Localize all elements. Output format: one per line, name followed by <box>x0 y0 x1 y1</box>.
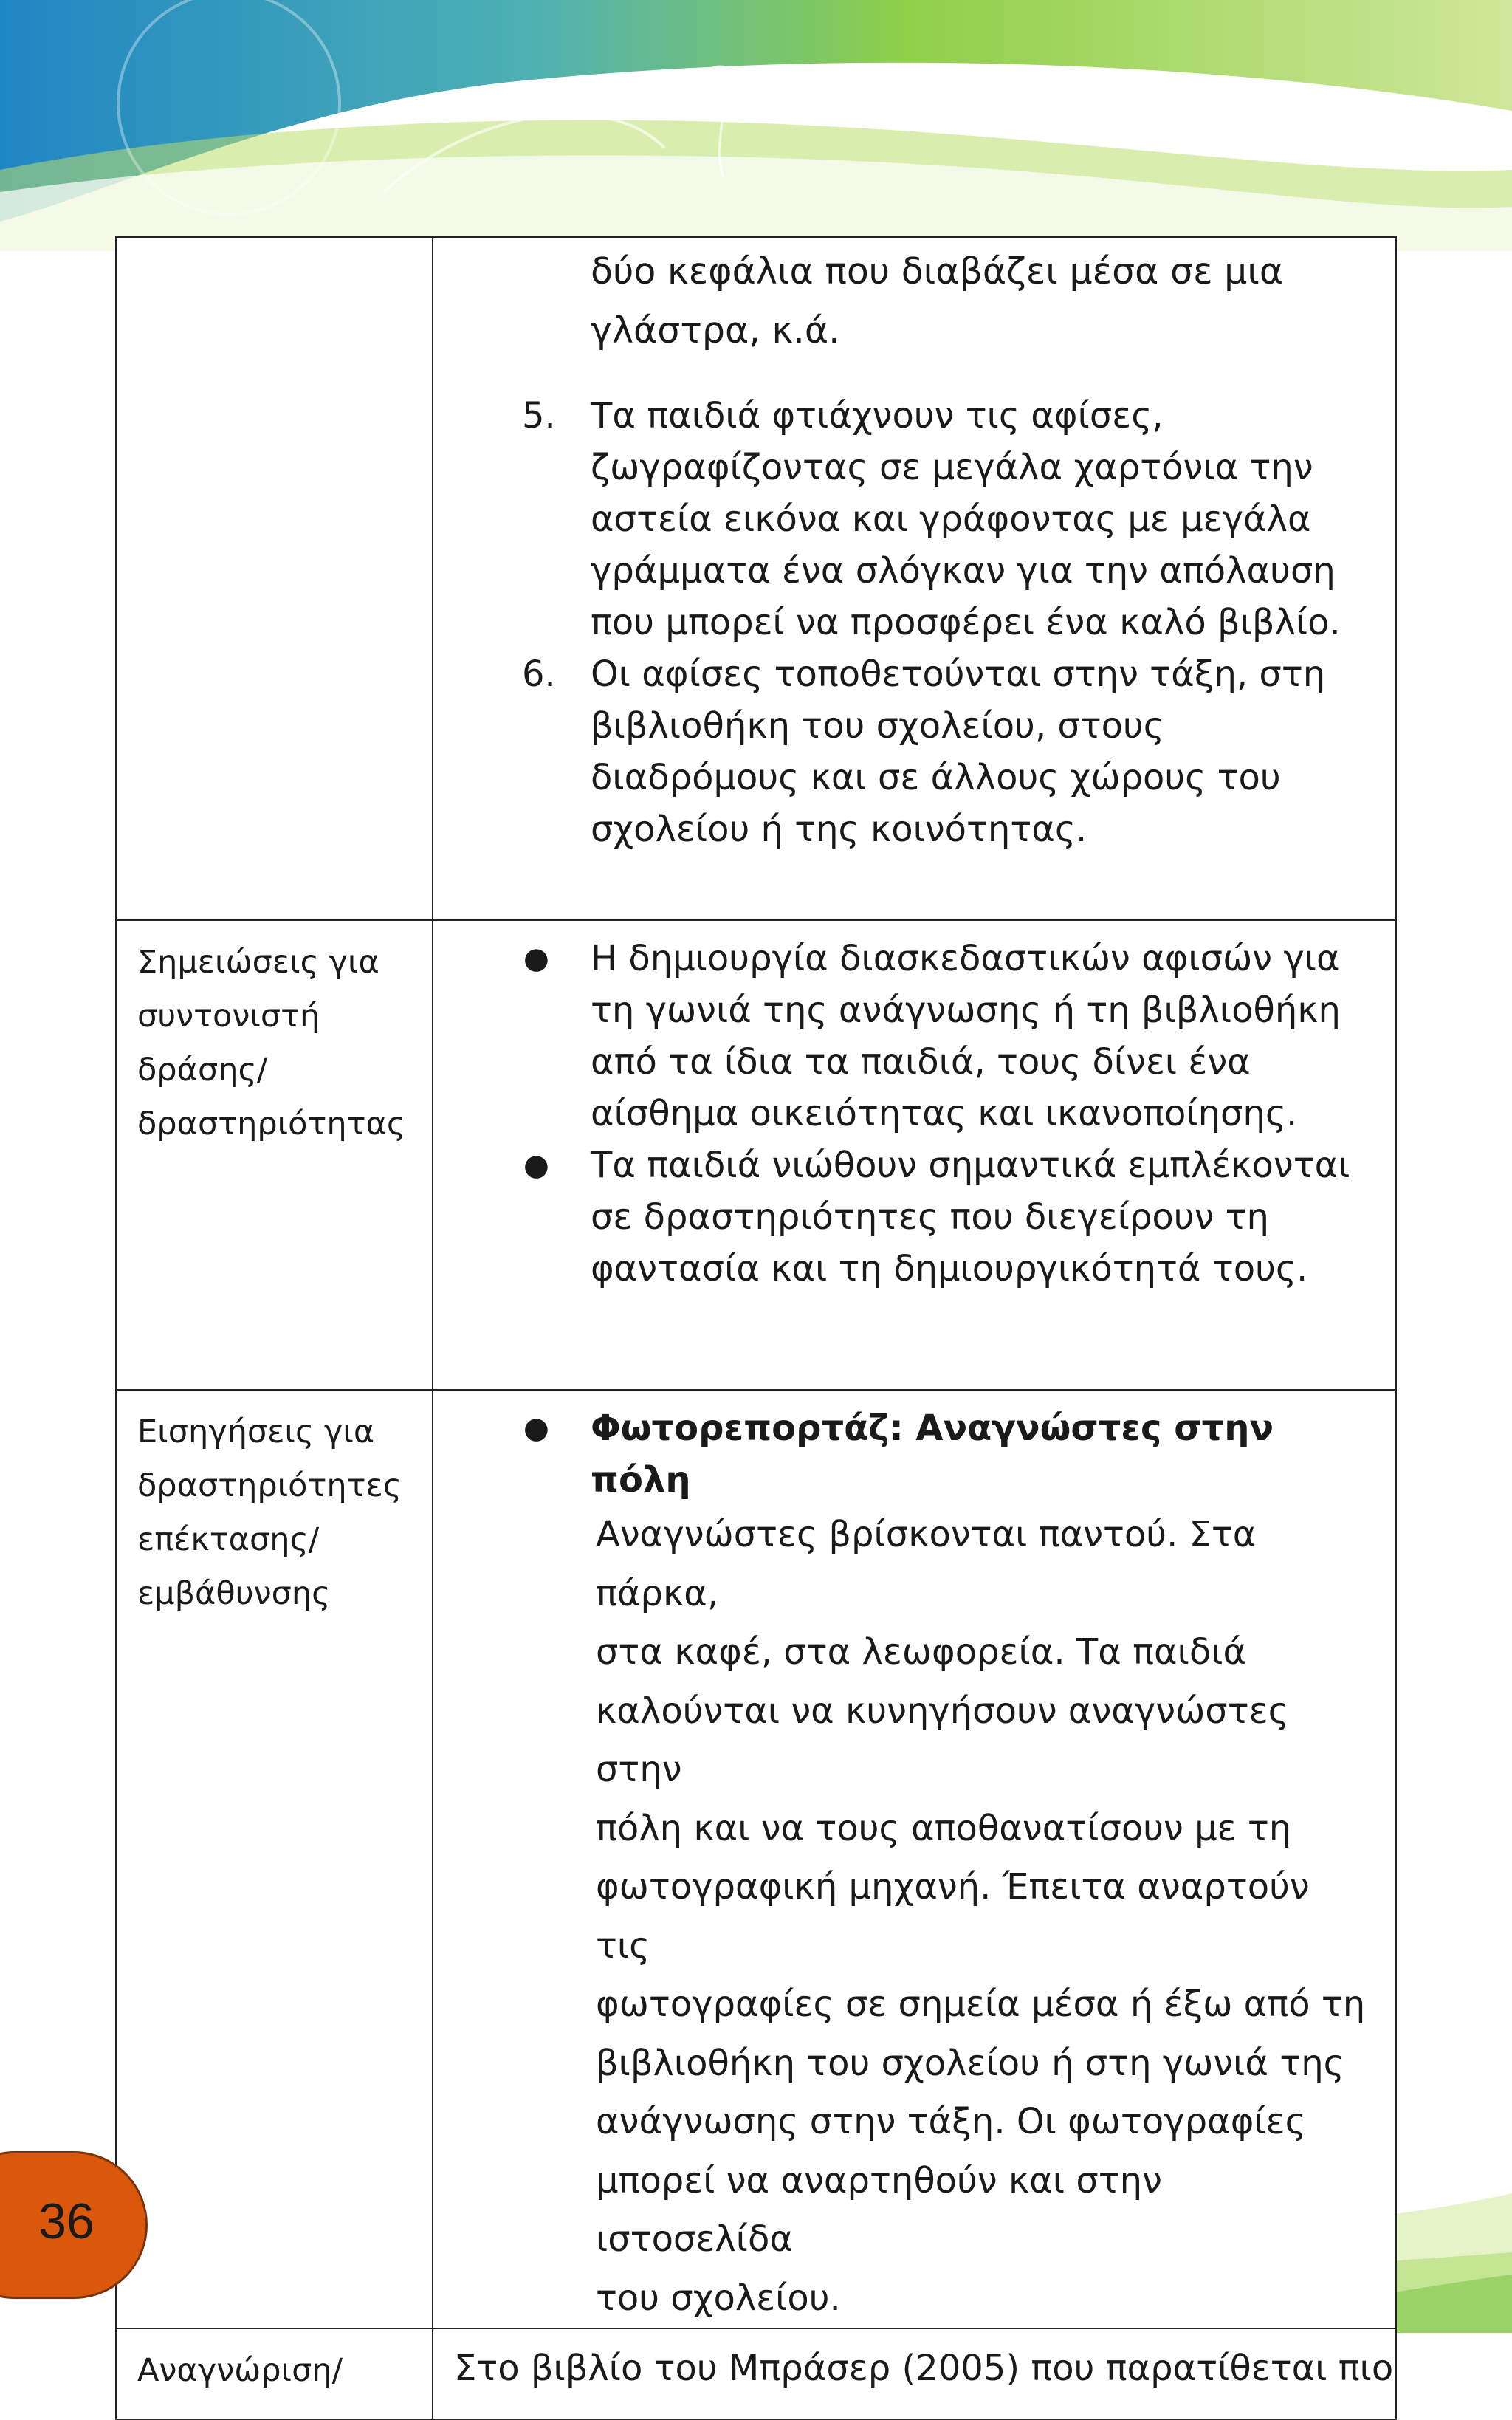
row-label-empty <box>116 237 433 920</box>
description-line: πόλη και να τους αποθανατίσουν με τη <box>596 1807 1292 1849</box>
step-number: 5. <box>522 395 556 436</box>
continued-line: δύο κεφάλια που διαβάζει μέσα σε μια <box>591 250 1284 292</box>
description-line: φωτογραφίες σε σημεία μέσα ή έξω από τη <box>596 1984 1366 2025</box>
table-row <box>116 2328 1396 2419</box>
continued-text <box>433 238 1395 360</box>
continued-line: γλάστρα, κ.ά. <box>591 309 840 352</box>
recognition-cell <box>433 2328 1396 2419</box>
steps-cell <box>433 237 1396 920</box>
steps-list <box>433 390 1395 855</box>
label-line: Σημειώσεις για <box>137 944 379 981</box>
bullet-title: Φωτορεπορτάζ: Αναγνώστες στην πόλη <box>591 1408 1274 1501</box>
bullet-icon: ● <box>523 942 549 976</box>
row-label-notes <box>116 920 433 1390</box>
row-label-suggestions <box>116 1390 433 2328</box>
suggestions-list <box>433 1402 1395 1506</box>
description-line: μπορεί να αναρτηθούν και στην ιστοσελίδα <box>596 2159 1162 2260</box>
list-item <box>433 933 1395 1139</box>
label-line: επέκτασης/ <box>137 1521 320 1558</box>
list-item <box>433 390 1395 648</box>
label-line: δραστηριότητας <box>137 1106 406 1142</box>
list-item <box>433 648 1395 855</box>
description-line: Αναγνώστες βρίσκονται παντού. Στα πάρκα, <box>596 1514 1257 1614</box>
label-line: δράσης/ <box>137 1052 268 1089</box>
description-line: στα καφέ, στα λεωφορεία. Τα παιδιά <box>596 1631 1247 1673</box>
step-text: Οι αφίσες τοποθετούνται στην τάξη, στη βιβλιοθήκη του σχολείου, στους διαδρόμους και σε άλλους χώρους του σχολείου ή της κοινότητας. <box>591 654 1326 850</box>
step-number: 6. <box>522 654 556 695</box>
table-row <box>116 920 1396 1390</box>
page-number: 36 <box>38 2193 94 2249</box>
bullet-icon: ● <box>523 1411 549 1445</box>
header-decoration <box>0 0 1512 251</box>
description-line: βιβλιοθήκη του σχολείου ή στη γωνιά της <box>596 2042 1344 2084</box>
label-line: Εισηγήσεις για <box>137 1413 375 1450</box>
label-line: συντονιστή <box>137 998 320 1035</box>
list-item <box>433 1139 1395 1295</box>
row-label-recognition: Αναγνώριση/ <box>116 2328 433 2419</box>
description-line: του σχολείου. <box>596 2277 841 2319</box>
notes-cell <box>433 920 1396 1390</box>
table-row <box>116 237 1396 920</box>
list-item <box>433 1402 1395 1506</box>
description-line: ανάγνωσης στην τάξη. Οι φωτογραφίες <box>596 2101 1306 2142</box>
notes-list <box>433 933 1395 1295</box>
step-text: Τα παιδιά φτιάχνουν τις αφίσες, ζωγραφίζοντας σε μεγάλα χαρτόνια την αστεία εικόνα και γράφοντας με μεγάλα γράμματα ένα σλόγκαν για την απόλαυση που μπορεί να προσφέρει ένα καλό βιβλίο. <box>591 395 1341 643</box>
activity-table <box>115 236 1397 2420</box>
description-line: καλούνται να κυνηγήσουν αναγνώστες στην <box>596 1690 1289 1790</box>
table-row <box>116 1390 1396 2328</box>
suggestions-cell <box>433 1390 1396 2328</box>
recognition-text: Στο βιβλίο του Μπράσερ (2005) που παρατίθεται πιο <box>454 2348 1394 2389</box>
bullet-description <box>433 1506 1395 2328</box>
label-line: δραστηριότητες <box>137 1467 402 1504</box>
bullet-icon: ● <box>523 1148 549 1182</box>
label-line: εμβάθυνσης <box>137 1575 331 1612</box>
bullet-text: Τα παιδιά νιώθουν σημαντικά εμπλέκονται σε δραστηριότητες που διεγείρουν τη φαντασία και τη δημιουργικότητά τους. <box>591 1145 1350 1289</box>
description-line: φωτογραφική μηχανή. Έπειτα αναρτούν τις <box>596 1866 1310 1967</box>
bullet-text: Η δημιουργία διασκεδαστικών αφισών για τη γωνιά της ανάγνωσης ή τη βιβλιοθήκη από τα ίδια τα παιδιά, τους δίνει ένα αίσθημα οικειότητας και ικανοποίησης. <box>591 938 1341 1134</box>
